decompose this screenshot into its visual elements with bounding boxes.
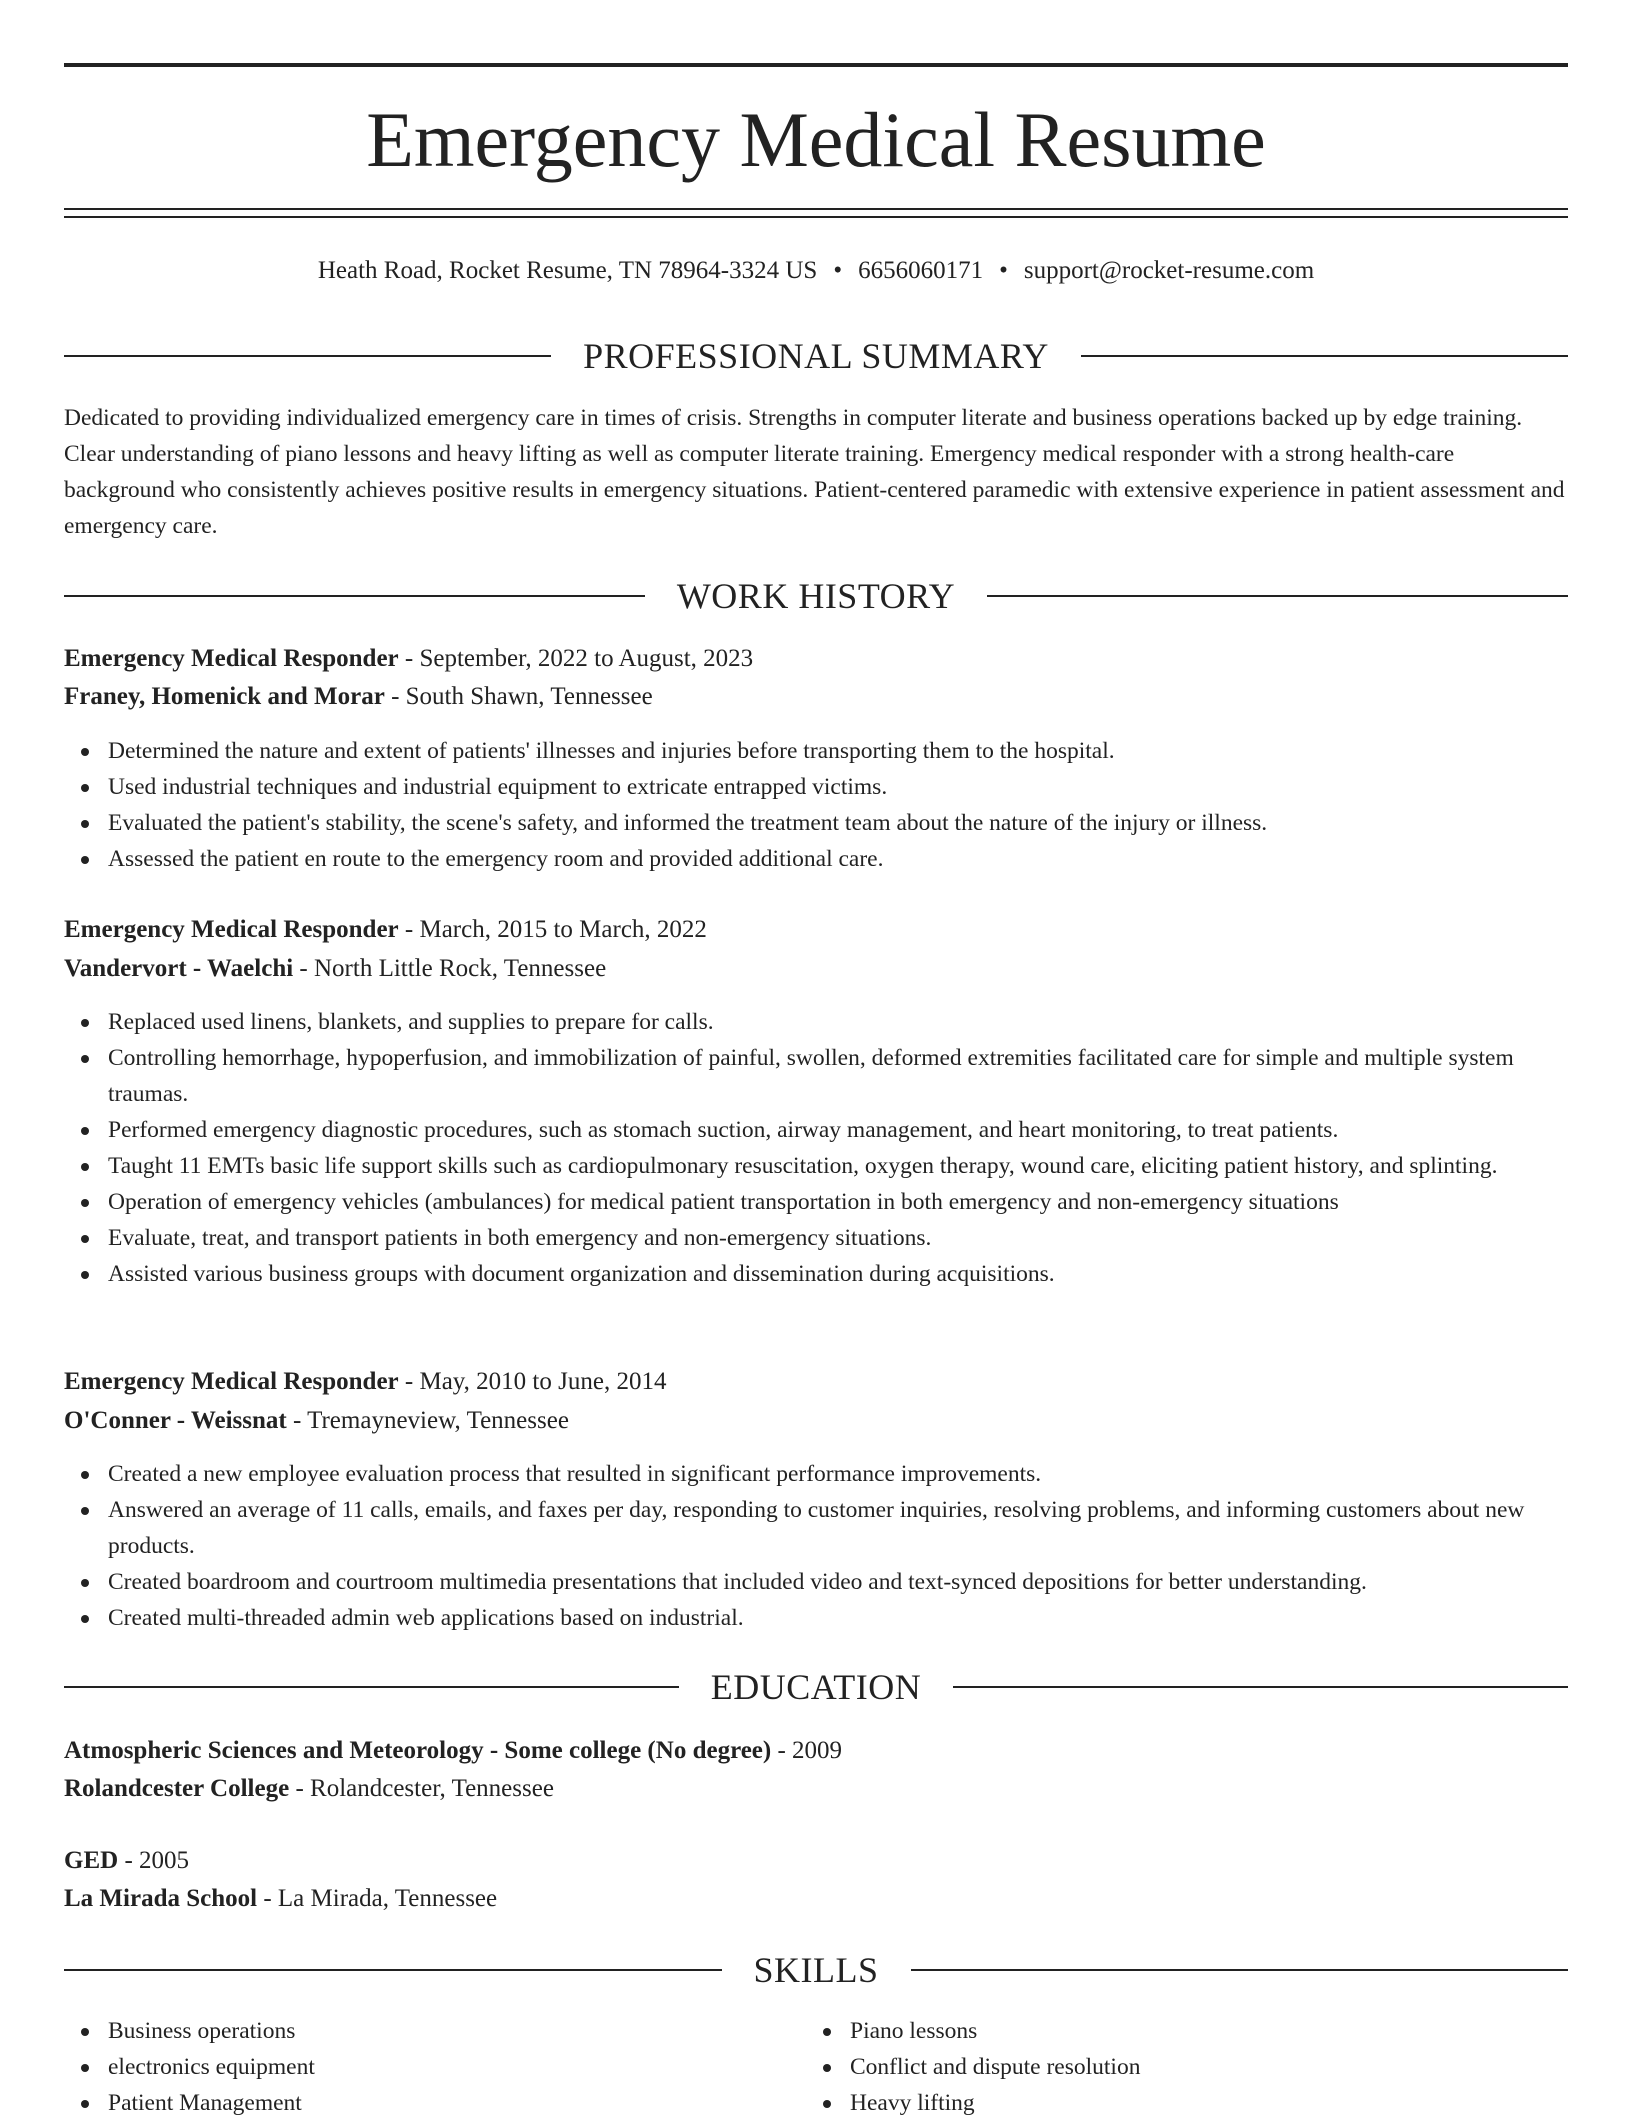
job-company-line: [64, 678, 1568, 716]
list-item: Evaluated the patient's stability, the scene's safety, and informed the treatment team about the nature of the injury or illness.: [108, 805, 1568, 841]
section-title: SKILLS: [753, 1950, 879, 1990]
heading-rule: [953, 1686, 1568, 1688]
job-dates: - March, 2015 to March, 2022: [398, 916, 707, 943]
contact-phone: 6656060171: [858, 257, 984, 284]
list-item: Created a new employee evaluation process that resulted in significant performance improvements.: [108, 1456, 1568, 1492]
job-location: - Tremayneview, Tennessee: [286, 1407, 569, 1434]
section-title: EDUCATION: [710, 1667, 922, 1707]
skill-item: Heavy lifting: [850, 2085, 1506, 2121]
section-heading-education: [64, 1665, 1568, 1709]
skills-list-right: [806, 2013, 1506, 2121]
heading-rule: [911, 1969, 1569, 1971]
section-heading-work-history: [64, 574, 1568, 618]
job-bullets: [64, 1456, 1568, 1636]
education-location: - La Mirada, Tennessee: [257, 1885, 498, 1912]
list-item: Assessed the patient en route to the emergency room and provided additional care.: [108, 841, 1568, 877]
job-title: Emergency Medical Responder: [64, 1368, 399, 1395]
job-bullets: [64, 1004, 1568, 1292]
education-school-line: [64, 1770, 1568, 1808]
job-location: - South Shawn, Tennessee: [384, 683, 653, 710]
section-title: PROFESSIONAL SUMMARY: [583, 336, 1049, 376]
heading-rule: [64, 1969, 722, 1971]
contact-line: [64, 253, 1568, 289]
job-title-line: [64, 911, 1568, 949]
section-heading-skills: [64, 1948, 1568, 1992]
job-company-line: [64, 950, 1568, 988]
job-title: Emergency Medical Responder: [64, 916, 399, 943]
skill-item: Business operations: [108, 2013, 764, 2049]
education-degree: GED: [64, 1847, 119, 1874]
education-location: - Rolandcester, Tennessee: [289, 1775, 554, 1802]
list-item: Answered an average of 11 calls, emails, and faxes per day, responding to customer inquiries, resolving problems, and informing customers about new products.: [108, 1492, 1568, 1564]
education-degree-line: [64, 1732, 1568, 1770]
heading-rule: [64, 595, 645, 597]
education-degree-line: [64, 1842, 1568, 1880]
job-title-line: [64, 640, 1568, 678]
job-title-line: [64, 1363, 1568, 1401]
header-rule-lower: [64, 216, 1568, 218]
list-item: Operation of emergency vehicles (ambulances) for medical patient transportation in both emergency and non-emergency situations: [108, 1184, 1568, 1220]
header-rule-upper: [64, 208, 1568, 210]
job-company: O'Conner - Weissnat: [64, 1407, 287, 1434]
section-title: WORK HISTORY: [676, 576, 956, 616]
heading-rule: [64, 355, 551, 357]
education-year: - 2009: [771, 1737, 843, 1764]
skill-item: Conflict and dispute resolution: [850, 2049, 1506, 2085]
job-location: - North Little Rock, Tennessee: [293, 955, 607, 982]
skill-item: Piano lessons: [850, 2013, 1506, 2049]
education-year: - 2005: [118, 1847, 190, 1874]
contact-address: Heath Road, Rocket Resume, TN 78964-3324 US: [317, 257, 818, 284]
job-company: Franey, Homenick and Morar: [64, 683, 385, 710]
heading-rule: [64, 1686, 679, 1688]
job-company: Vandervort - Waelchi: [64, 955, 294, 982]
section-heading-summary: [64, 334, 1568, 378]
job-company-line: [64, 1402, 1568, 1440]
resume-title: Emergency Medical Resume: [366, 96, 1266, 183]
list-item: Determined the nature and extent of patients' illnesses and injuries before transporting them to the hospital.: [108, 733, 1568, 769]
list-item: Used industrial techniques and industrial equipment to extricate entrapped victims.: [108, 769, 1568, 805]
education-school-line: [64, 1880, 1568, 1918]
list-item: Controlling hemorrhage, hypoperfusion, and immobilization of painful, swollen, deformed extremities facilitated care for simple and multiple system traumas.: [108, 1040, 1568, 1112]
list-item: Taught 11 EMTs basic life support skills such as cardiopulmonary resuscitation, oxygen therapy, wound care, eliciting patient history, and splinting.: [108, 1148, 1568, 1184]
job-dates: - September, 2022 to August, 2023: [398, 645, 754, 672]
list-item: Replaced used linens, blankets, and supplies to prepare for calls.: [108, 1004, 1568, 1040]
contact-email: support@rocket-resume.com: [1023, 257, 1315, 284]
list-item: Created boardroom and courtroom multimedia presentations that included video and text-synced depositions for better understanding.: [108, 1564, 1568, 1600]
summary-text: Dedicated to providing individualized emergency care in times of crisis. Strengths in computer literate and business operations backed up by edge training. Clear understanding of piano lessons and heavy lifting as well as computer literate training. Emergency medical responder with a strong health-care background who consistently achieves positive results in emergency situations. Patient-centered paramedic with extensive experience in patient assessment and emergency care.: [64, 405, 1565, 539]
contact-separator: •: [833, 257, 843, 284]
skills-list-left: [64, 2013, 764, 2121]
skill-item: Patient Management: [108, 2085, 764, 2121]
list-item: Performed emergency diagnostic procedures, such as stomach suction, airway management, and heart monitoring, to treat patients.: [108, 1112, 1568, 1148]
header-top-rule: [64, 63, 1568, 67]
contact-separator: •: [999, 257, 1008, 284]
education-school: Rolandcester College: [64, 1775, 290, 1802]
job-dates: - May, 2010 to June, 2014: [398, 1368, 667, 1395]
job-bullets: [64, 733, 1568, 877]
education-degree: Atmospheric Sciences and Meteorology - Some college (No degree): [64, 1737, 772, 1764]
heading-rule: [987, 595, 1568, 597]
skill-item: electronics equipment: [108, 2049, 764, 2085]
list-item: Created multi-threaded admin web applications based on industrial.: [108, 1600, 1568, 1636]
heading-rule: [1081, 355, 1568, 357]
list-item: Evaluate, treat, and transport patients in both emergency and non-emergency situations.: [108, 1220, 1568, 1256]
education-school: La Mirada School: [64, 1885, 258, 1912]
job-title: Emergency Medical Responder: [64, 645, 399, 672]
list-item: Assisted various business groups with document organization and dissemination during acquisitions.: [108, 1256, 1568, 1292]
